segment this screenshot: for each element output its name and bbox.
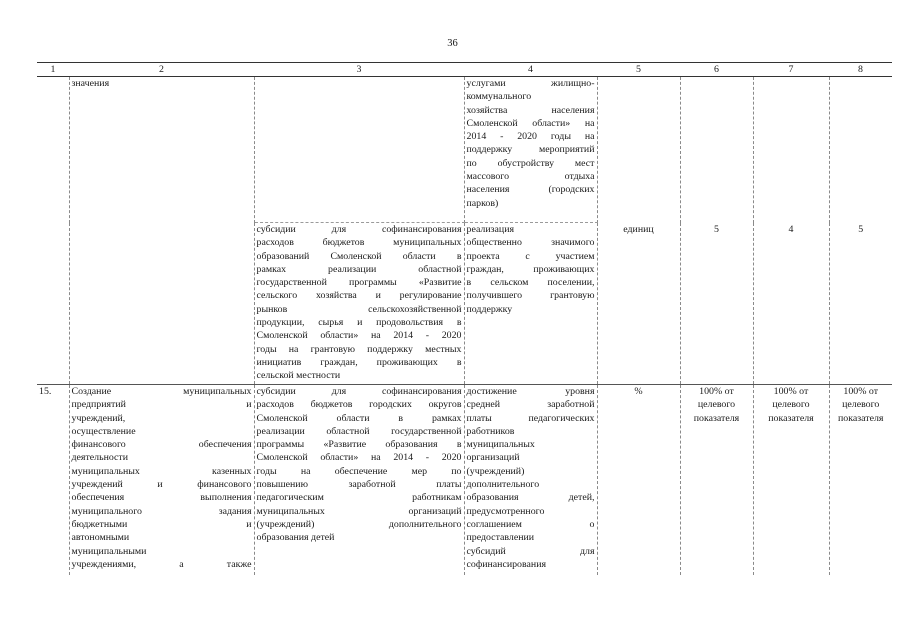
cell-text-line: показателя (838, 412, 884, 424)
cell-text-line: расходов бюджетов муниципальных (256, 237, 462, 249)
cell-text-line: соглашением о (466, 518, 595, 530)
data-table (37, 62, 892, 575)
cell-text-line: повышению заработной платы (256, 479, 462, 491)
column-header: 8 (829, 63, 892, 77)
cell-text-line: сельского хозяйства и регулирование (256, 290, 462, 302)
cell-indicator (464, 385, 597, 575)
cell-unit (597, 77, 680, 223)
cell-text-line: реализация (466, 224, 515, 235)
cell-text-line: предоставлении (466, 532, 535, 544)
cell-text-line: Смоленской области» на 2014 - 2020 (256, 330, 462, 342)
table-row (37, 223, 892, 385)
cell-text-line: автономными (71, 532, 130, 544)
cell-text-line: муниципальных (466, 439, 535, 451)
cell-text-line: населения (городских (466, 184, 595, 196)
column-header: 7 (753, 63, 829, 77)
cell-name (69, 223, 254, 385)
cell-text-line: субсидии для софинансирования (256, 386, 462, 397)
cell-text-line: обеспечения выполнения (71, 492, 252, 504)
cell-text-line: по обустройству мест (466, 157, 595, 169)
cell-text-line: 100% от (773, 386, 809, 397)
column-header-row (37, 63, 892, 77)
cell-text-line: бюджетными и (71, 518, 252, 530)
cell-value (753, 385, 829, 575)
cell-text-line: общественно значимого (466, 237, 595, 249)
cell-text-line: 2014 - 2020 годы на (466, 131, 595, 143)
cell-text-line: коммунального (466, 91, 532, 103)
cell-text-line: муниципальных казенных (71, 465, 252, 477)
cell-text-line: 100% от (843, 386, 879, 397)
cell-text-line: дополнительного (466, 479, 540, 491)
cell-text-line: финансового обеспечения (71, 439, 252, 451)
cell-text-line: муниципальных организаций (256, 505, 462, 517)
cell-text-line: предприятий и (71, 399, 252, 411)
cell-number: 15. (37, 385, 69, 575)
cell-text-line: целевого (697, 399, 736, 411)
cell-text-line: муниципального задания (71, 505, 252, 517)
cell-text-line: субсидий для (466, 545, 595, 557)
cell-text-line: проекта с участием (466, 250, 595, 262)
cell-subsidy (254, 77, 464, 223)
cell-text-line: Смоленской области» на 2014 - 2020 (256, 452, 462, 464)
cell-text-line: получившего грантовую (466, 290, 595, 302)
cell-number (37, 77, 69, 223)
cell-text-line: работников (466, 425, 515, 437)
cell-text-line: целевого (842, 399, 880, 411)
cell-text-line: муниципальными (71, 545, 147, 557)
cell-text-line: хозяйства населения (466, 104, 595, 116)
cell-text-line: средней заработной (466, 399, 595, 411)
cell-value (680, 77, 753, 223)
cell-value (753, 223, 829, 385)
cell-text-line: реализации областной государственной (256, 425, 462, 437)
cell-text-line: годы на грантовую поддержку местных (256, 343, 462, 355)
cell-value (680, 223, 753, 385)
cell-subsidy (254, 223, 464, 385)
column-header: 6 (680, 63, 753, 77)
cell-subsidy (254, 385, 464, 575)
cell-text-line: софинансирования (466, 558, 547, 570)
cell-text-line: показателя (768, 412, 814, 424)
cell-text-line: Создание муниципальных (71, 386, 252, 397)
table-row (37, 385, 892, 575)
cell-text-line: государственной программы «Развитие (256, 277, 462, 289)
cell-text-line: в сельском поселении, (466, 277, 595, 289)
cell-text-line: продукции, сырья и продовольствия в (256, 317, 462, 329)
cell-text-line: сельской местности (256, 370, 341, 382)
cell-text-line: показателя (693, 412, 740, 424)
cell-text-line: парков) (466, 197, 499, 209)
cell-indicator (464, 223, 597, 385)
cell-text-line: 4 (788, 223, 794, 235)
cell-name (69, 385, 254, 575)
cell-value (829, 223, 892, 385)
cell-text-line: поддержку мероприятий (466, 144, 595, 156)
cell-number (37, 223, 69, 385)
cell-text-line: массового отдыха (466, 171, 595, 183)
cell-text-line: граждан, проживающих (466, 263, 595, 275)
cell-text-line: субсидии для софинансирования (256, 224, 462, 235)
column-header: 5 (597, 63, 680, 77)
cell-text-line: Смоленской области в рамках (256, 412, 462, 424)
column-header: 3 (254, 63, 464, 77)
cell-text-line: достижение уровня (466, 386, 595, 397)
cell-text-line: расходов бюджетов городских округов (256, 399, 462, 411)
cell-text-line: учреждениями, а также (71, 558, 252, 570)
cell-text-line: годы на обеспечение мер по (256, 465, 462, 477)
cell-text-line: целевого (772, 399, 810, 411)
cell-text-line: осуществление (71, 425, 136, 437)
cell-unit: % (597, 385, 680, 575)
cell-text-line: услугами жилищно- (466, 78, 595, 89)
cell-text-line: учреждений и финансового (71, 479, 252, 491)
cell-text-line: предусмотренного (466, 505, 545, 517)
cell-name (69, 77, 254, 223)
cell-text-line: 100% от (699, 386, 734, 397)
cell-text-line: 5 (714, 223, 719, 235)
cell-indicator (464, 77, 597, 223)
cell-text-line: программы «Развитие образования в (256, 439, 462, 451)
page-number: 36 (447, 38, 458, 49)
cell-text-line: деятельности (71, 452, 129, 464)
cell-value (829, 385, 892, 575)
cell-text-line: 5 (858, 223, 864, 235)
cell-text-line: рамках реализации областной (256, 263, 462, 275)
cell-text-line: педагогическим работникам (256, 492, 462, 504)
cell-text-line: Смоленской области» на (466, 117, 595, 129)
cell-text-line: инициатив граждан, проживающих в (256, 356, 462, 368)
cell-text-line: учреждений, (71, 412, 126, 424)
column-header: 1 (37, 63, 69, 77)
cell-text-line: образований Смоленской области в (256, 250, 462, 262)
cell-text-line: платы педагогических (466, 412, 595, 424)
cell-text-line: значения (71, 78, 110, 89)
cell-unit: единиц (597, 223, 680, 385)
cell-text-line: (учреждений) (466, 465, 525, 477)
cell-text-line: организаций (466, 452, 520, 464)
cell-value (753, 77, 829, 223)
column-header: 4 (464, 63, 597, 77)
cell-value (680, 385, 753, 575)
cell-text-line: образования детей, (466, 492, 595, 504)
column-header: 2 (69, 63, 254, 77)
cell-text-line: рынков сельскохозяйственной (256, 303, 462, 315)
cell-value (829, 77, 892, 223)
table-row (37, 77, 892, 223)
cell-text-line: (учреждений) дополнительного (256, 518, 462, 530)
cell-text-line: образования детей (256, 532, 335, 544)
cell-text-line: поддержку (466, 303, 513, 315)
